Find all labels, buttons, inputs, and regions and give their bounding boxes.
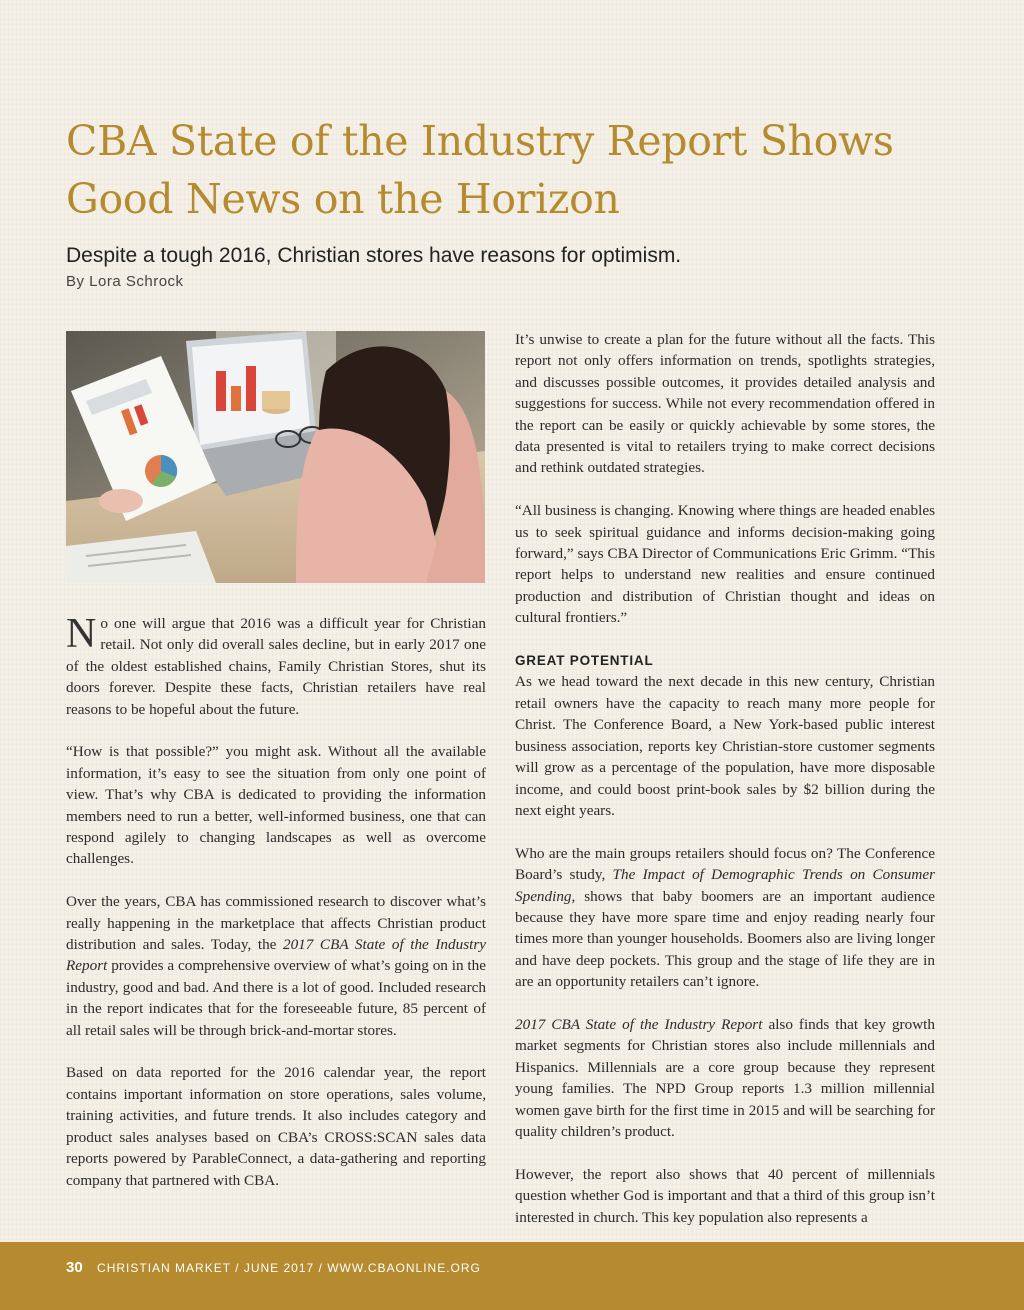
article-title: [66, 112, 966, 228]
page-footer: [0, 1242, 1024, 1310]
paragraph-growth-segments-text: also finds that key growth market segments for Christian stores also include millennials and Hispanics. Millennials are a core group because they represent young families. The NPD Group reports 1.3 million millennial women gave birth for the first time in 2015 and will be searching for quality children’s product.: [515, 1015, 935, 1140]
paragraph-next-decade: As we head toward the next decade in this new century, Christian retail owners have the capacity to reach many more people for Christ. The Conference Board, a New York-based public interest business association, reports key Christian-store customer segments will grow as a percentage of the population, have more disposable income, and could boost print-book sales by $2 billion during the next eight years.: [515, 673, 935, 819]
paragraph-research: [66, 891, 486, 1041]
title-line-1: CBA State of the Industry Report Shows: [66, 117, 894, 165]
title-line-2: Good News on the Horizon: [66, 175, 620, 223]
footer-publication-info: CHRISTIAN MARKET / JUNE 2017 / WWW.CBAONLINE.ORG: [97, 1261, 481, 1275]
report-title-italic-2: 2017 CBA State of the Industry Report: [515, 1015, 763, 1033]
paragraph-unwise: It’s unwise to create a plan for the future without all the facts. This report not only offers information on trends, spotlights strategies, and discusses possible outcomes, it provides detailed analysis and suggestions for success. While not every recommendation offered in the report can be easily or quickly achievable by some stores, the data presented is vital to retailers trying to make correct decisions and rethink outdated strategies.: [515, 331, 935, 477]
article-subtitle: Despite a tough 2016, Christian stores have reasons for optimism.: [66, 244, 682, 267]
right-column: [515, 329, 935, 1249]
paragraph-main-groups-text-b: , shows that baby boomers are an important audience because they have more spare time and enjoy reading nearly four times more than younger households. Boomers also are living longer and have deep pockets. This group and the stage of life they are in are an opportunity retailers can’t ignore.: [515, 887, 935, 991]
paragraph-intro-text: o one will argue that 2016 was a difficult year for Christian retail. Not only did overall sales decline, but in early 2017 one of the oldest established chains, Family Christian Stores, shut its doors forever. Despite these facts, Christian retailers have real reasons to be hopeful about the future.: [66, 615, 486, 718]
page-number: 30: [66, 1259, 83, 1276]
woman-reviewing-reports-image: [66, 331, 485, 583]
paragraph-how-possible: “How is that possible?” you might ask. Without all the available information, it’s easy to see the situation from only one point of view. That’s why CBA is dedicated to providing the information members need to run a better, well-informed business, one that can respond agilely to changing landscapes as well as overcome challenges.: [66, 743, 486, 868]
paragraph-research-text-b: provides a comprehensive overview of what’s going on in the industry, good and bad. And there is a lot of good. Included research in the report indicates that for the foreseeable future, 85 percent of all retail sales will be through brick-and-mortar stores.: [66, 957, 486, 1039]
left-column: [66, 613, 486, 1212]
paragraph-main-groups-text-a: Who are the main groups retailers should focus on? The Conference Board’s study,: [515, 844, 935, 884]
paragraph-millennials: However, the report also shows that 40 percent of millennials question whether God is important and that a third of this group isn’t interested in church. This key population also represents a: [515, 1165, 935, 1226]
article-photo: [66, 331, 485, 583]
section-heading-great-potential: GREAT POTENTIAL: [515, 653, 654, 669]
study-title-italic: The Impact of Demographic Trends on Consumer Spending: [515, 866, 935, 905]
paragraph-main-groups: [515, 843, 935, 993]
footer-text-block: [66, 1259, 481, 1276]
report-title-italic: 2017 CBA State of the Industry Report: [66, 936, 486, 975]
byline: By Lora Schrock: [66, 273, 184, 290]
paragraph-quote: “All business is changing. Knowing where things are headed enables us to seek spiritual guidance and informs decision-making going forward,” says CBA Director of Communications Eric Grimm. “This report helps to understand new realities and ensure continued production and distribution of Christian thought and ideas on cultural frontiers.”: [515, 502, 935, 627]
drop-cap: N: [66, 611, 97, 657]
paragraph-intro: [66, 613, 486, 720]
paragraph-research-text-a: Over the years, CBA has commissioned research to discover what’s really happening in the marketplace that affects Christian product distribution and sales. Today, the: [66, 893, 486, 954]
paragraph-growth-segments: [515, 1014, 935, 1142]
paragraph-data-reported: Based on data reported for the 2016 calendar year, the report contains important information on store operations, sales volume, training activities, and future trends. It also includes category and product sales analyses based on CBA’s CROSS:SCAN sales data reports powered by ParableConnect, a data-gathering and reporting company that partnered with CBA.: [66, 1064, 486, 1189]
